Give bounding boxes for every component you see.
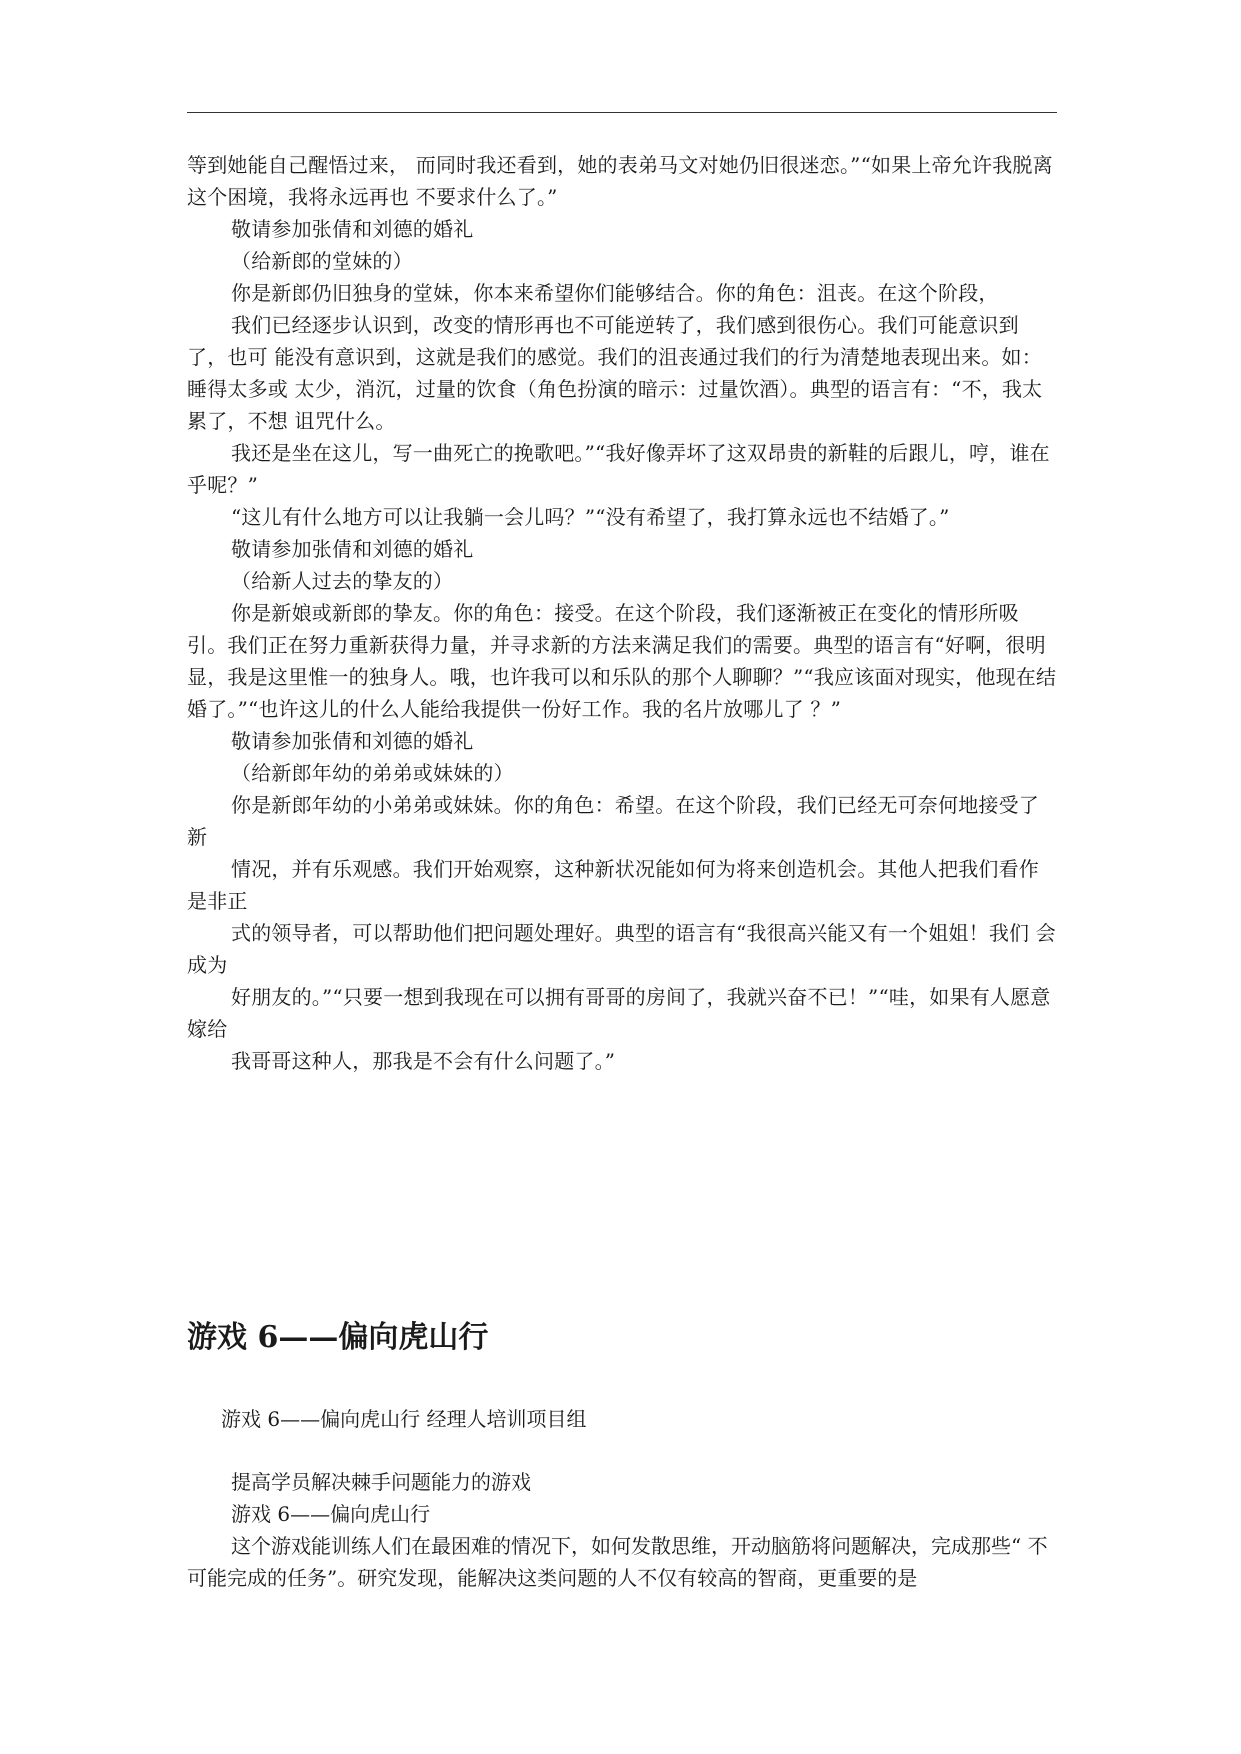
paragraph: 等到她能自己醒悟过来， 而同时我还看到，她的表弟马文对她仍旧很迷恋。”“如果上帝允许我脱离这个困境，我将永远再也 不要求什么了。” [187, 153, 1053, 209]
paragraph: 你是新郎仍旧独身的堂妹，你本来希望你们能够结合。你的角色：沮丧。在这个阶段， [231, 281, 999, 305]
paragraph: 我们已经逐步认识到，改变的情形再也不可能逆转了，我们感到很伤心。我们可能意识到了，也可 能没有意识到，这就是我们的感觉。我们的沮丧通过我们的行为清楚地表现出来。如：睡得太多或 太少，消沉，过量的饮食（角色扮演的暗示：过量饮酒）。典型的语言有：“不，我太累了，不想 诅咒什么。 [187, 313, 1043, 433]
section-body [187, 1466, 1057, 1594]
paragraph: 这个游戏能训练人们在最困难的情况下，如何发散思维，开动脑筋将问题解决，完成那些“ 不可能完成的任务”。研究发现，能解决这类问题的人不仅有较高的智商，更重要的是 [187, 1534, 1048, 1590]
paragraph: 式的领导者，可以帮助他们把问题处理好。典型的语言有“我很高兴能又有一个姐姐！我们 会成为 [187, 921, 1056, 977]
paragraph: 情况，并有乐观感。我们开始观察，这种新状况能如何为将来创造机会。其他人把我们看作 是非正 [187, 857, 1039, 913]
paragraph: 我还是坐在这儿，写一曲死亡的挽歌吧。”“我好像弄坏了这双昂贵的新鞋的后跟儿，哼，谁在乎呢？” [187, 441, 1050, 497]
paragraph: （给新郎年幼的弟弟或妹妹的） [231, 761, 514, 785]
paragraph: 好朋友的。”“只要一想到我现在可以拥有哥哥的房间了，我就兴奋不已！”“哇，如果有人愿意嫁给 [187, 985, 1051, 1041]
paragraph: （给新郎的堂妹的） [231, 249, 413, 273]
section-heading: 游戏 6——偏向虎山行 [187, 1320, 489, 1355]
body-text [187, 149, 1057, 1077]
paragraph: 提高学员解决棘手问题能力的游戏 [231, 1470, 531, 1494]
paragraph: “这儿有什么地方可以让我躺一会儿吗？”“没有希望了，我打算永远也不结婚了。” [231, 505, 950, 529]
paragraph: （给新人过去的挚友的） [231, 569, 454, 593]
section-subheading: 游戏 6——偏向虎山行 经理人培训项目组 [221, 1407, 587, 1431]
paragraph: 你是新郎年幼的小弟弟或妹妹。你的角色：希望。在这个阶段，我们已经无可奈何地接受了新 [187, 793, 1039, 849]
header-rule [187, 112, 1057, 113]
paragraph: 我哥哥这种人，那我是不会有什么问题了。” [231, 1049, 616, 1073]
paragraph: 游戏 6——偏向虎山行 [231, 1502, 431, 1526]
paragraph: 你是新娘或新郎的挚友。你的角色：接受。在这个阶段，我们逐渐被正在变化的情形所吸引。我们正在努力重新获得力量，并寻求新的方法来满足我们的需要。典型的语言有“好啊，很明显，我是这里惟一的独身人。哦，也许我可以和乐队的那个人聊聊？”“我应该面对现实，他现在结婚了。”“也许这儿的什么人能给我提供一份好工作。我的名片放哪儿了 ？” [187, 601, 1057, 721]
paragraph: 敬请参加张倩和刘德的婚礼 [231, 729, 474, 753]
paragraph: 敬请参加张倩和刘德的婚礼 [231, 217, 474, 241]
paragraph: 敬请参加张倩和刘德的婚礼 [231, 537, 474, 561]
